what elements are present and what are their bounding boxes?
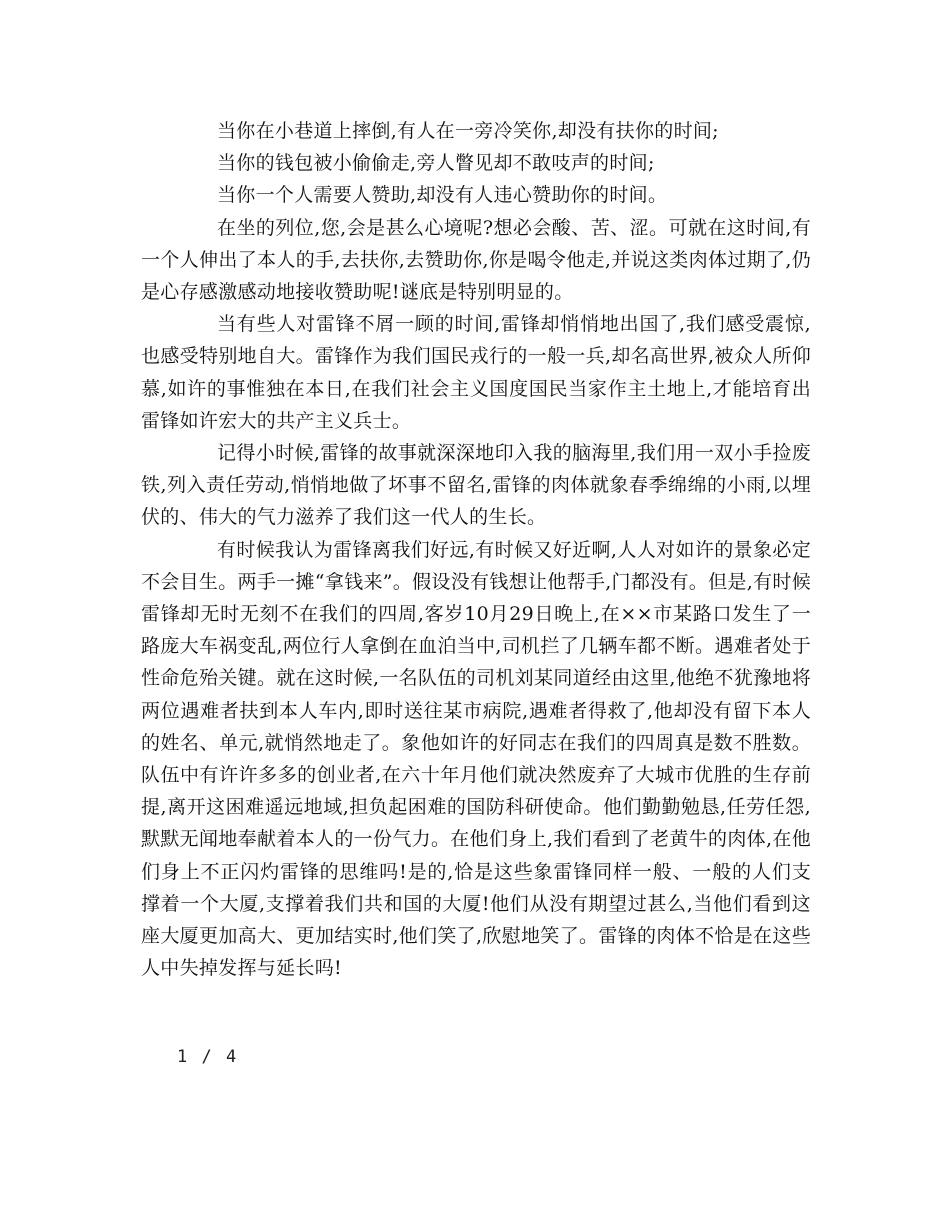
- page-number: 1 / 4: [177, 1047, 239, 1067]
- text-line: 当你的钱包被小偷偷走,旁人瞥见却不敢吱声的时间;: [217, 152, 655, 175]
- text-line: 当你一个人需要人赞助,却没有人违心赞助你的时间。: [217, 184, 668, 207]
- text-line: 当你在小巷道上摔倒,有人在一旁冷笑你,却没有扶你的时间;: [217, 120, 719, 142]
- paragraph: 在坐的列位,您,会是甚么心境呢?想必会酸、苦、涩。可就在这时间,有一个人伸出了本人的手,去扶你,去赞助你,你是喝令他走,并说这类肉体过期了,仍是心存感激感动地接收赞助呢!谜底是特别明显的。: [141, 216, 811, 304]
- paragraph: 当有些人对雷锋不屑一顾的时间,雷锋却悄悄地出国了,我们感受震惊,也感受特别地自大。雷锋作为我们国民戎行的一般一兵,却名高世界,被众人所仰慕,如许的事惟独在本日,在我们社会主义国度国民当家作主土地上,才能培育出雷锋如许宏大的共产主义兵士。: [141, 313, 811, 432]
- document-body: [141, 115, 811, 984]
- paragraph: 记得小时候,雷锋的故事就深深地印入我的脑海里,我们用一双小手捡废铁,列入责任劳动,悄悄地做了坏事不留名,雷锋的肉体就象春季绵绵的小雨,以埋伏的、伟大的气力滋养了我们这一代人的生长。: [141, 442, 811, 529]
- paragraph: 有时候我认为雷锋离我们好远,有时候又好近啊,人人对如许的景象必定不会目生。两手一摊“拿钱来”。假设没有钱想让他帮手,门都没有。但是,有时候雷锋却无时无刻不在我们的四周,客岁10月29日晚上,在××市某路口发生了一路庞大车祸变乱,两位行人拿倒在血泊当中,司机拦了几辆车都不断。遇难者处于性命危殆关键。就在这时候,一名队伍的司机刘某同道经由这里,他绝不犹豫地将两位遇难者扶到本人车内,即时送往某市病院,遇难者得救了,他却没有留下本人的姓名、单元,就悄然地走了。象他如许的好同志在我们的四周真是数不胜数。队伍中有许许多多的创业者,在六十年月他们就决然废弃了大城市优胜的生存前提,离开这困难遥远地域,担负起困难的国防科研使命。他们勤勤勉恳,任劳任怨,默默无闻地奉献着本人的一份气力。在他们身上,我们看到了老黄牛的肉体,在他们身上不正闪灼雷锋的思维吗!是的,恰是这些象雷锋同样一般、一般的人们支撑着一个大厦,支撑着我们共和国的大厦!他们从没有期望过甚么,当他们看到这座大厦更加高大、更加结实时,他们笑了,欣慰地笑了。雷锋的肉体不恰是在这些人中失掉发挥与延长吗!: [141, 538, 811, 980]
